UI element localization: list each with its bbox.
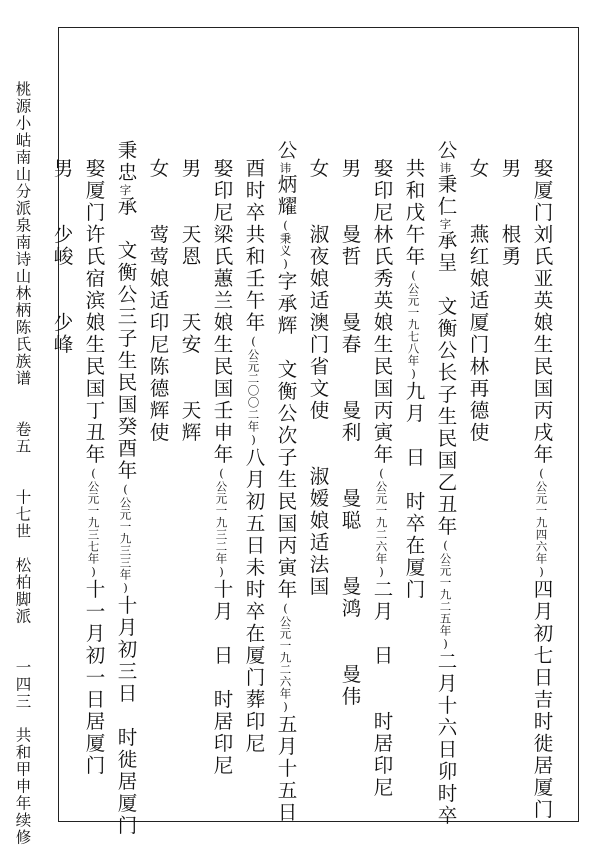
column-text: 女 淑夜娘适澳门省文使 淑嫒娘适法国 (306, 158, 330, 598)
date-annotation: (公元二〇〇二年) (246, 334, 261, 447)
column-text: 共和戊午年 (402, 158, 426, 268)
margin-column (14, 42, 45, 846)
column-text: 十一月初一日居厦门 (82, 579, 106, 777)
column-text: 二月 日 时居印尼 (370, 579, 394, 799)
generation-label: 十七世 (13, 489, 32, 540)
branch-label: 松柏脚派 (13, 557, 32, 625)
column-text: 二月十六日卯时卒 (434, 651, 458, 827)
column-text: 酉时卒共和壬午年 (242, 158, 266, 334)
volume-label: 卷五 (13, 421, 32, 455)
column-text: 八月初五日未时卒在厦门葬印尼 (242, 447, 266, 755)
genealogy-title: 桃源小岵南山分派泉南诗山林柄陈氏族谱 (13, 81, 32, 387)
date-annotation: (公元一九二五年) (438, 538, 453, 651)
column-text: 承辉 文衡公次子生民国丙寅年 (274, 293, 298, 601)
column-text: 承呈 文衡公长子生民国乙丑年 (434, 230, 458, 538)
column-text: 娶印尼林氏秀英娘生民国丙寅年 (370, 158, 394, 466)
edition-label: 共和甲申年续修 (13, 727, 32, 846)
column-text: 男 根勇 (498, 158, 522, 268)
honorific-note: 讳 (278, 162, 293, 174)
column-text: 女 燕红娘适厦门林再德使 (466, 158, 490, 444)
column-text: 九月 日 时卒在厦门 (402, 381, 426, 601)
date-annotation: (公元一九二六年) (374, 466, 389, 579)
date-annotation: (公元一九四六年) (534, 466, 549, 579)
column-text: 秉仁 (434, 174, 458, 218)
column-text: 承 文衡公三子生民国癸酉年 (114, 196, 138, 482)
column-text: 男 曼哲 曼春 曼利 曼聪 曼鸿 曼伟 (338, 158, 362, 708)
honorific-note: 字 (438, 218, 453, 230)
column-text: 公 (434, 140, 458, 162)
column-text: 娶厦门刘氏亚英娘生民国丙戌年 (530, 158, 554, 466)
column-text: 秉忠 (114, 140, 138, 184)
date-annotation: (公元一九三二年) (214, 466, 229, 579)
honorific-note: 字 (118, 184, 133, 196)
date-annotation: (公元一九二六年) (278, 601, 293, 714)
date-annotation: (公元一九七八年) (406, 268, 421, 381)
alias-note: (秉义) (278, 218, 293, 271)
page-number: 一四三 (13, 659, 32, 710)
date-annotation: (公元一九三三年) (118, 482, 133, 595)
date-annotation: (公元一九三七年) (86, 466, 101, 579)
column-text: 十月初三日 时徙居厦门 (114, 595, 138, 837)
column-text: 男 少峻 少峰 (50, 158, 74, 356)
column-text: 十月 日 时居印尼 (210, 579, 234, 777)
page-frame (50, 27, 579, 837)
column-text: 四月初七日吉时徙居厦门 (530, 579, 554, 821)
column-text: 五月十五日 (274, 714, 298, 824)
column-text: 娶厦门许氏宿滨娘生民国丁丑年 (82, 158, 106, 466)
column-text: 娶印尼梁氏蕙兰娘生民国壬申年 (210, 158, 234, 466)
honorific-note: 讳 (438, 162, 453, 174)
column-text: 公 (274, 140, 298, 162)
column-text: 男 天恩 天安 天辉 (178, 158, 202, 444)
column-text: 字 (274, 271, 298, 293)
column-text: 炳耀 (274, 174, 298, 218)
column-text: 女 莺莺娘适印尼陈德辉使 (146, 158, 170, 444)
